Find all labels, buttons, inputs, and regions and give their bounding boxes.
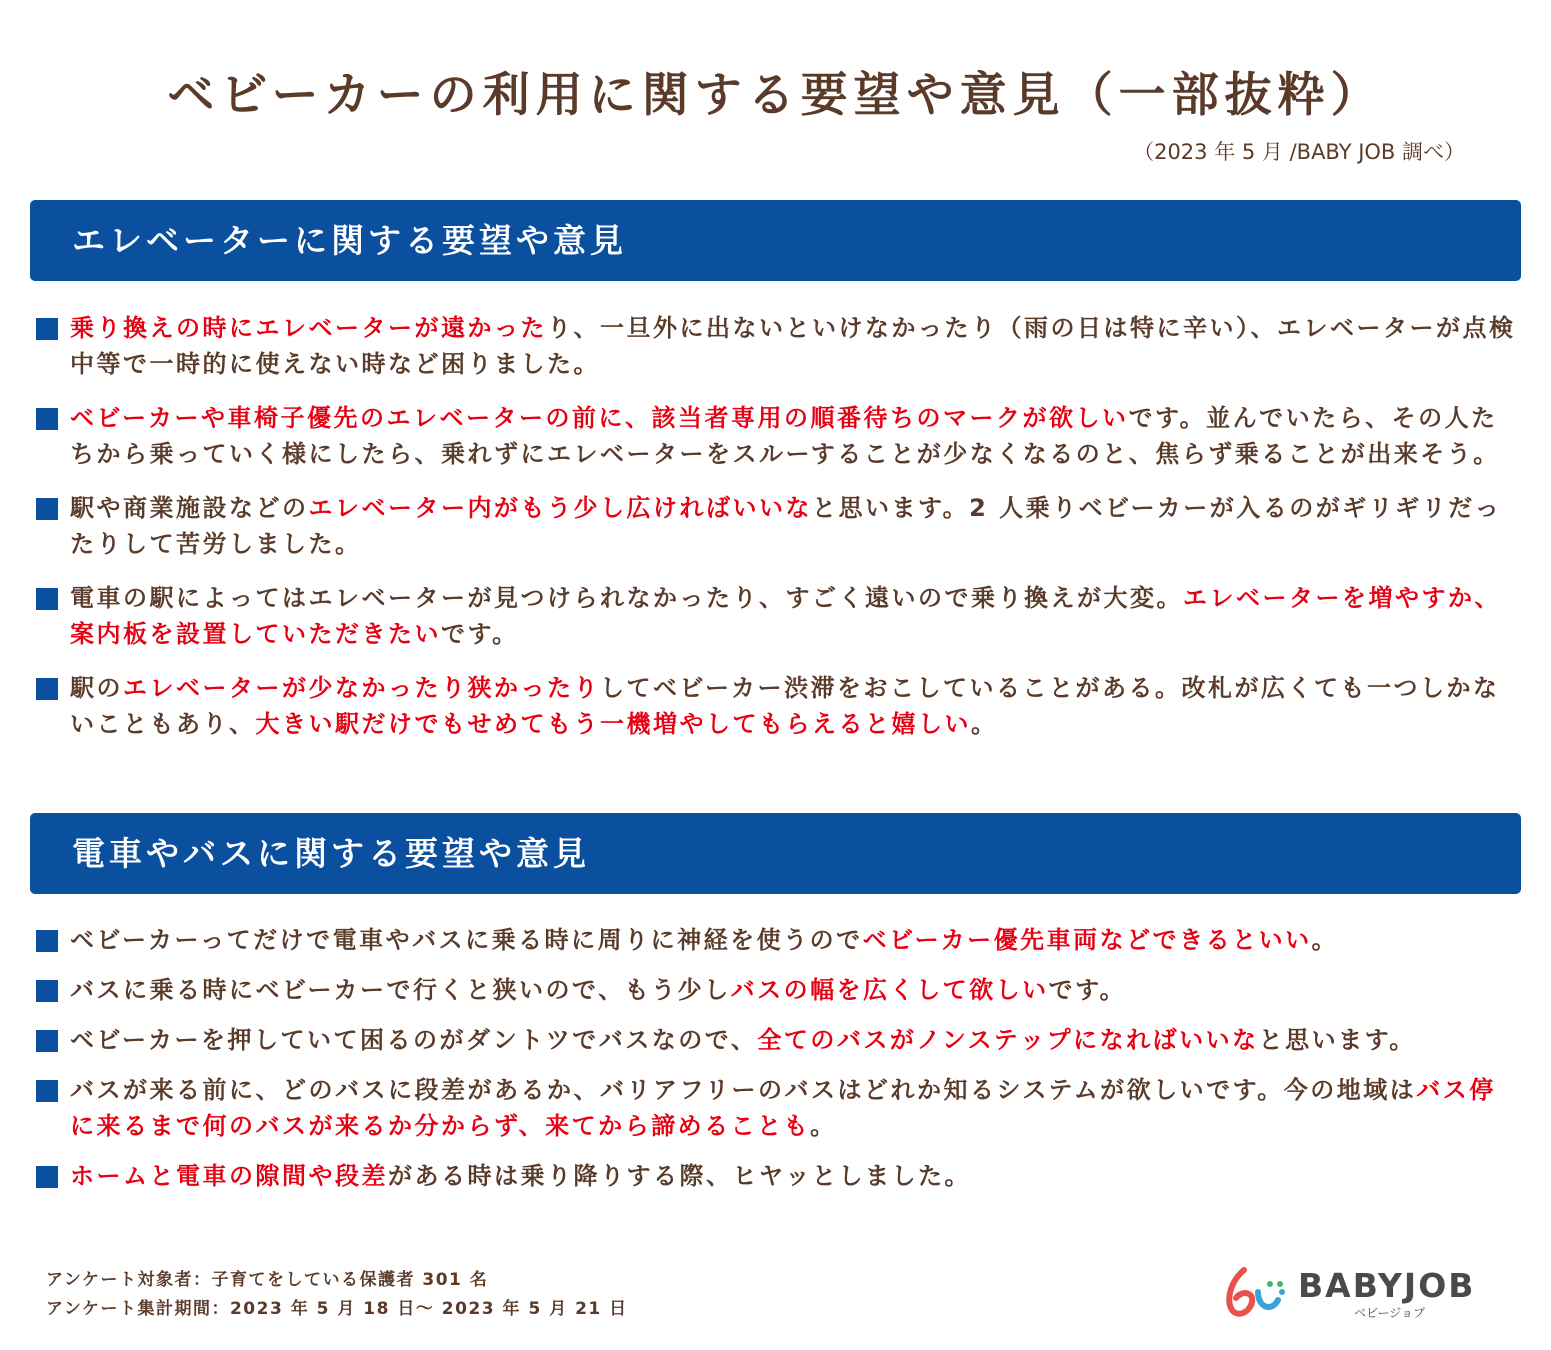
opinion-item [36, 1072, 1516, 1144]
square-bullet-icon [36, 1030, 58, 1052]
square-bullet-icon [36, 980, 58, 1002]
plain-text: ベビーカーってだけで電車やバスに乗る時に周りに神経を使うので [70, 926, 863, 954]
survey-period: アンケート集計期間：2023 年 5 月 18 日～ 2023 年 5 月 21 日 [46, 1299, 628, 1319]
opinion-item [36, 670, 1516, 742]
highlighted-text: ベビーカーや車椅子優先のエレベーターの前に、該当者専用の順番待ちのマークが欲しい [70, 404, 1129, 432]
square-bullet-icon [36, 678, 58, 700]
opinion-item [36, 972, 1516, 1008]
section-header-elevator: エレベーターに関する要望や意見 [30, 200, 1521, 281]
opinion-text [70, 580, 1516, 652]
square-bullet-icon [36, 930, 58, 952]
plain-text: です。 [1048, 976, 1127, 1004]
elevator-opinions-list [36, 310, 1516, 760]
plain-text: と思います。2 人乗りベビーカーが入るのがギリギリだったりして苦労しました。 [70, 494, 1502, 558]
logo-subtext: ベビージョブ [1354, 1306, 1426, 1320]
plain-text: 電車の駅によってはエレベーターが見つけられなかったり、すごく遠いので乗り換えが大変。 [70, 584, 1183, 612]
square-bullet-icon [36, 318, 58, 340]
opinion-item [36, 490, 1516, 562]
opinion-text [70, 1072, 1516, 1144]
square-bullet-icon [36, 408, 58, 430]
highlighted-text: バス停に来るまで何のバスが来るか分からず、来てから諦めることも [70, 1076, 1496, 1140]
opinion-item [36, 922, 1516, 958]
plain-text: してベビーカー渋滞をおこしていることがある。改札が広くても一つしかないこともあり、 [70, 674, 1500, 738]
opinion-text [70, 972, 1516, 1008]
opinion-item [36, 310, 1516, 382]
highlighted-text: 乗り換えの時にエレベーターが遠かった [70, 314, 547, 342]
plain-text: 。 [1311, 926, 1339, 954]
plain-text: 駅や商業施設などの [70, 494, 309, 522]
train-bus-opinions-list [36, 922, 1516, 1208]
highlighted-text: エレベーターを増やすか、案内板を設置していただきたい [70, 584, 1501, 648]
survey-target: アンケート対象者：子育てをしている保護者 301 名 [46, 1270, 489, 1290]
logo-text: BABYJOB [1298, 1266, 1476, 1305]
plain-text: バスに乗る時にベビーカーで行くと狭いので、もう少し [70, 976, 731, 1004]
highlighted-text: ホームと電車の隙間や段差 [70, 1162, 388, 1190]
highlighted-text: ベビーカー優先車両などできるといい [862, 926, 1312, 954]
opinion-text [70, 670, 1516, 742]
opinion-item [36, 1022, 1516, 1058]
highlighted-text: 全てのバスがノンステップになればいいな [757, 1026, 1259, 1054]
plain-text: がある時は乗り降りする際、ヒヤッとしました。 [388, 1162, 971, 1190]
babyjob-logo [1222, 1262, 1487, 1322]
highlighted-text: バスの幅を広くして欲しい [730, 976, 1049, 1004]
square-bullet-icon [36, 498, 58, 520]
plain-text: ベビーカーを押していて困るのがダントツでバスなので、 [70, 1026, 758, 1054]
highlighted-text: 大きい駅だけでもせめてもう一機増やしてもらえると嬉しい [255, 710, 971, 738]
highlighted-text: エレベーターが少なかったり狭かったり [123, 674, 600, 702]
square-bullet-icon [36, 1166, 58, 1188]
plain-text: です。 [441, 620, 519, 648]
opinion-item [36, 400, 1516, 472]
section-header-train-bus: 電車やバスに関する要望や意見 [30, 813, 1521, 894]
opinion-text [70, 922, 1516, 958]
opinion-text [70, 1022, 1516, 1058]
highlighted-text: エレベーター内がもう少し広ければいいな [308, 494, 812, 522]
plain-text: と思います。 [1258, 1026, 1416, 1054]
plain-text: バスが来る前に、どのバスに段差があるか、バリアフリーのバスはどれか知るシステムが欲しいです。今の地域は [70, 1076, 1417, 1104]
opinion-text [70, 310, 1516, 382]
opinion-text [70, 1158, 1516, 1194]
plain-text: 。 [971, 710, 998, 738]
opinion-item [36, 1158, 1516, 1194]
square-bullet-icon [36, 1080, 58, 1102]
plain-text: 駅の [70, 674, 123, 702]
opinion-text [70, 490, 1516, 562]
plain-text: 。 [810, 1112, 837, 1140]
page-title: ベビーカーの利用に関する要望や意見（一部抜粋） [167, 68, 1384, 123]
opinion-item [36, 580, 1516, 652]
opinion-text [70, 400, 1516, 472]
source-note: （2023 年 5 月 /BABY JOB 調べ） [1133, 140, 1465, 164]
plain-text: り、一旦外に出ないといけなかったり（雨の日は特に辛い）、エレベーターが点検中等で一時的に使えない時など困りました。 [70, 314, 1516, 378]
babyjob-logo-icon [1222, 1262, 1298, 1318]
square-bullet-icon [36, 588, 58, 610]
plain-text: です。並んでいたら、その人たちから乗っていく様にしたら、乗れずにエレベーターをスルーすることが少なくなるのと、焦らず乗ることが出来そう。 [70, 404, 1500, 468]
